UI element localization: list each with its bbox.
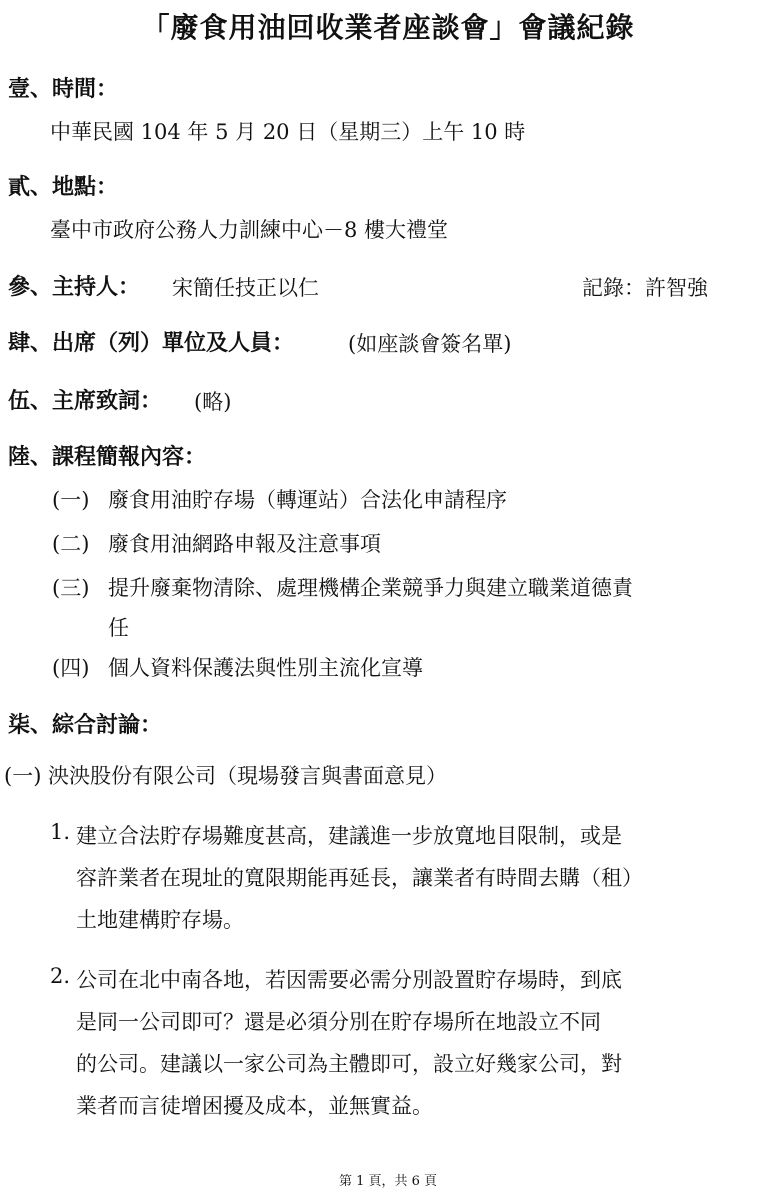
briefing-item-num: (四) — [52, 656, 90, 680]
recorder: 記錄：許智強 — [582, 276, 708, 300]
time-content: 中華民國 104 年 5 月 20 日（星期三）上午 10 時 — [50, 120, 526, 144]
briefing-item-text: 提升廢棄物清除、處理機構企業競爭力與建立職業道德責 — [108, 576, 633, 600]
discussion-company: (一) 泱泱股份有限公司（現場發言與書面意見） — [4, 764, 448, 788]
discussion-point-num: 1. — [50, 820, 71, 844]
page-title: 「廢食用油回收業者座談會」會議紀錄 — [141, 11, 635, 44]
briefing-item-text: 廢食用油網路申報及注意事項 — [108, 532, 381, 556]
host-heading: 參、主持人： — [8, 274, 141, 300]
page-footer: 第 1 頁，共 6 頁 — [338, 1174, 438, 1189]
attendees-heading: 肆、出席（列）單位及人員： — [8, 330, 295, 356]
briefing-item-continuation: 任 — [108, 616, 129, 640]
discussion-point-line: 是同一公司即可？還是必須分別在貯存場所在地設立不同 — [76, 1010, 601, 1034]
briefing-item-text: 個人資料保護法與性別主流化宣導 — [108, 656, 423, 680]
time-heading: 壹、時間： — [8, 76, 119, 102]
discussion-heading: 柒、綜合討論： — [8, 712, 163, 738]
discussion-point-line: 土地建構貯存場。 — [76, 908, 244, 932]
discussion-point-line: 業者而言徒增困擾及成本，並無實益。 — [76, 1094, 433, 1118]
speech-heading: 伍、主席致詞： — [8, 388, 163, 414]
place-heading: 貳、地點： — [8, 174, 119, 200]
briefing-item-num: (一) — [52, 488, 90, 512]
discussion-point-line: 的公司。建議以一家公司為主體即可，設立好幾家公司，對 — [76, 1052, 622, 1076]
briefing-item-text: 廢食用油貯存場（轉運站）合法化申請程序 — [108, 488, 507, 512]
place-content: 臺中市政府公務人力訓練中心－8 樓大禮堂 — [50, 218, 449, 242]
attendees-content: (如座談會簽名單) — [348, 332, 512, 356]
discussion-point-line: 建立合法貯存場難度甚高，建議進一步放寬地目限制，或是 — [76, 824, 622, 848]
host-name: 宋簡任技正以仁 — [172, 276, 319, 300]
discussion-point-num: 2. — [50, 964, 71, 988]
briefing-item-num: (二) — [52, 532, 90, 556]
briefing-item-num: (三) — [52, 576, 90, 600]
speech-content: (略) — [194, 390, 232, 414]
briefing-heading: 陸、課程簡報內容： — [8, 444, 207, 470]
discussion-point-line: 容許業者在現址的寬限期能再延長，讓業者有時間去購（租） — [76, 866, 643, 890]
discussion-point-line: 公司在北中南各地，若因需要必需分別設置貯存場時，到底 — [76, 968, 622, 992]
